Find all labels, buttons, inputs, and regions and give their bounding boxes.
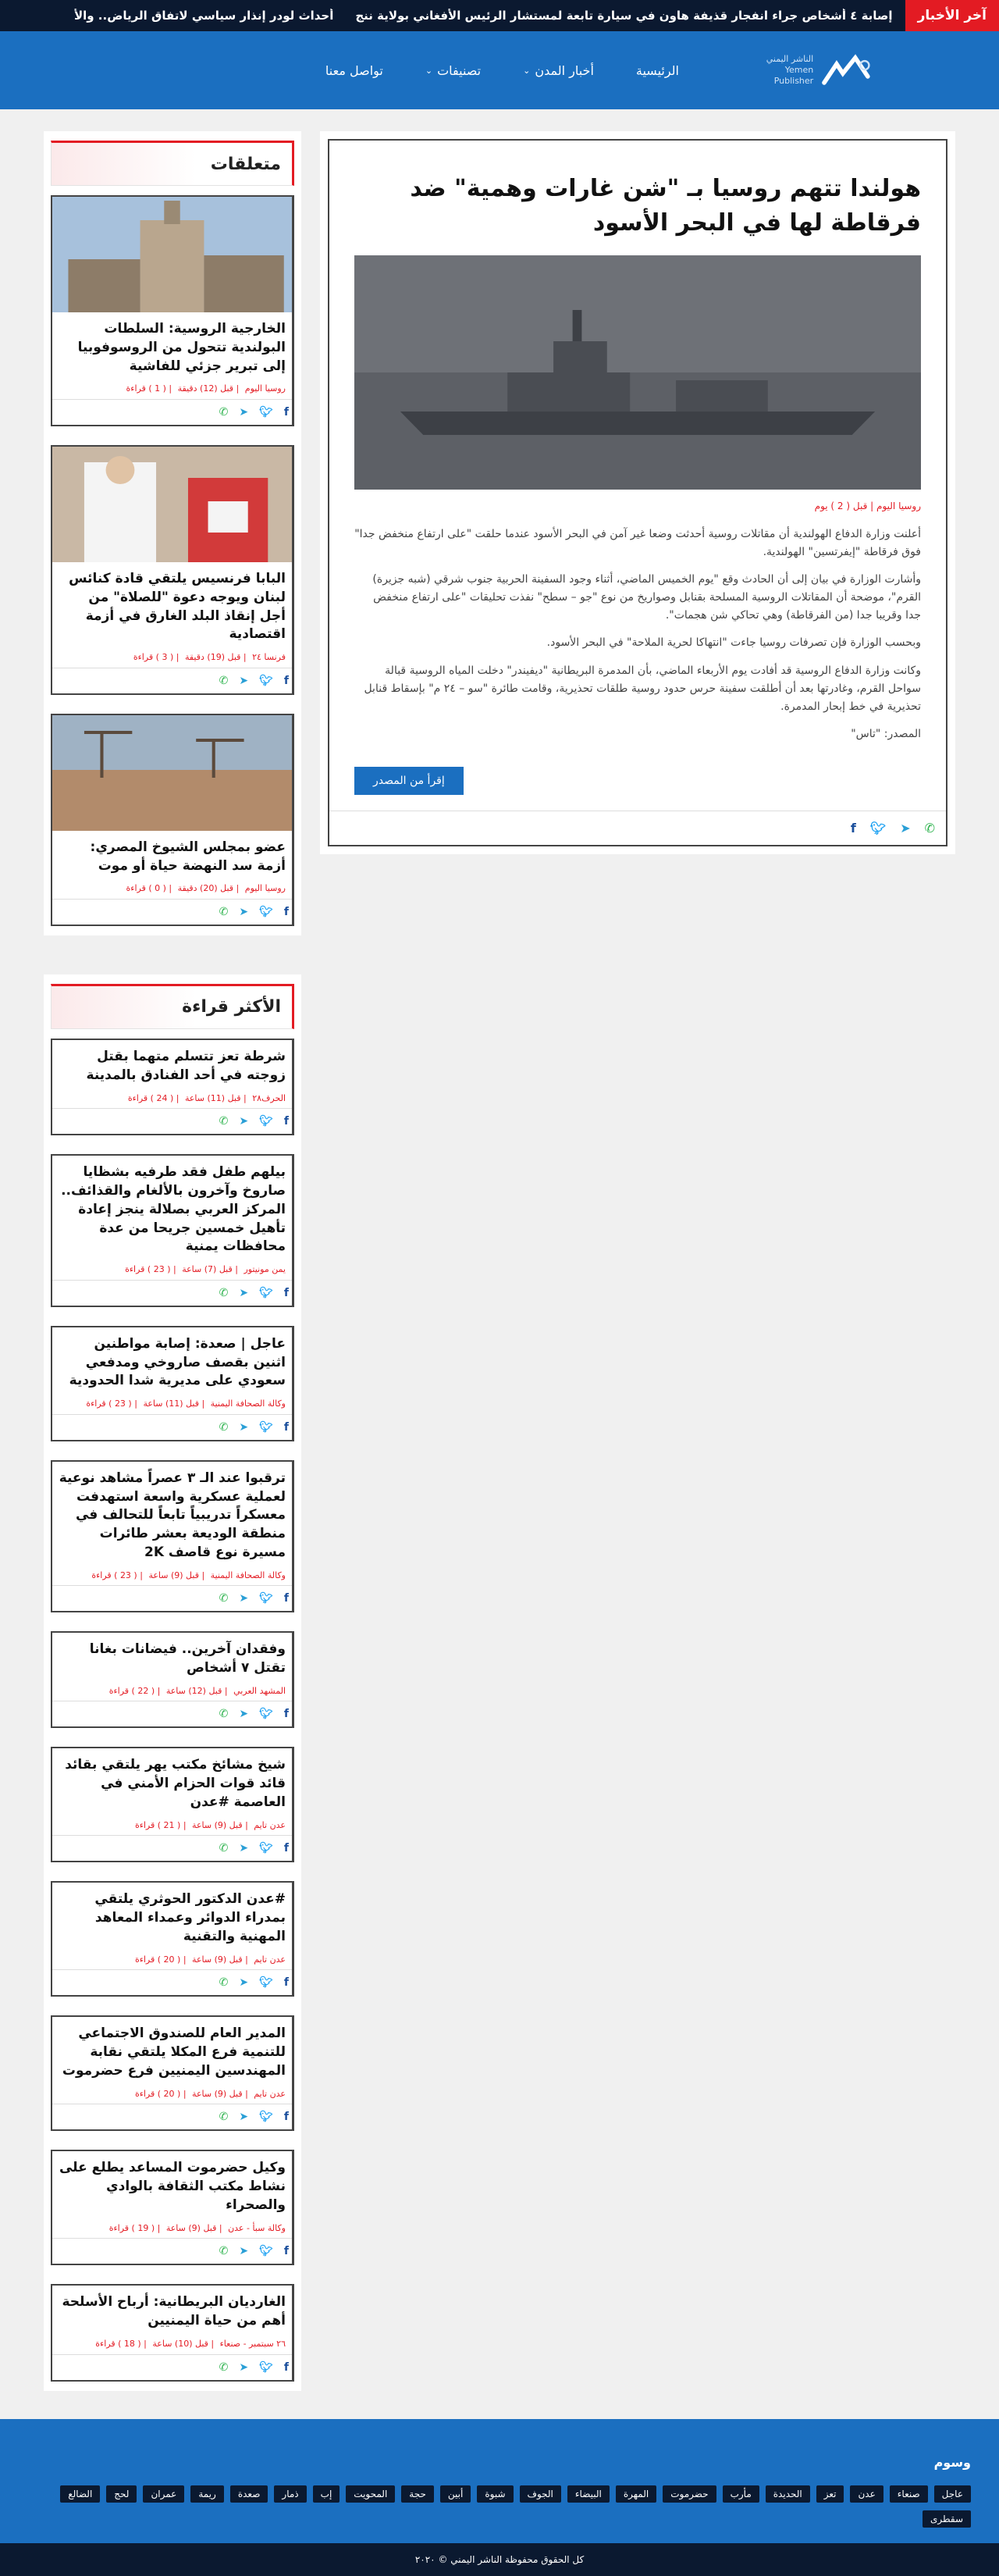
facebook-icon[interactable]: f — [283, 1286, 289, 1299]
card-title[interactable]: شيخ مشائخ مكتب يهر يلتقي بقائد قائد قوات الحزام الأمني في العاصمة #عدن — [65, 1757, 286, 1811]
card-share-bar — [52, 2238, 292, 2264]
telegram-icon[interactable]: ➤ — [900, 820, 911, 836]
twitter-icon[interactable]: 🐦︎ — [259, 1708, 273, 1721]
article-paragraph: وكانت وزارة الدفاع الروسية قد أفادت يوم الأربعاء الماضي، بأن المدمرة البريطانية "ديفيندر" دخلت المياه الروسية قبالة سواحل القرم، وغادرتها بعد أن أطلقت سفينة حرس حدود روسية طلقات تحذيرية، وقامت طائرة "سو – ٢٤ م" بإسقاط قنابل تحذيرية في خط إبحار المدمرة. — [364, 664, 921, 713]
card-reads: ( 23 ) قراءة — [86, 1398, 132, 1409]
telegram-icon[interactable]: ➤ — [239, 905, 249, 918]
nav-item-label: تواصل معنا — [325, 62, 383, 78]
tag-chip[interactable]: شبوة — [477, 2485, 513, 2503]
card-title[interactable]: وكيل حضرموت المساعد يطلع على نشاط مكتب الثقافة بالوادي والصحراء — [59, 2160, 286, 2214]
card-source[interactable]: فرنسا ٢٤ — [252, 652, 286, 663]
whatsapp-icon[interactable]: ✆ — [219, 674, 229, 687]
facebook-icon[interactable]: f — [283, 1976, 289, 1990]
card-source[interactable]: عدن تايم — [254, 1954, 286, 1965]
twitter-icon[interactable]: 🐦︎ — [259, 2360, 273, 2374]
tag-chip[interactable]: المحويت — [346, 2485, 395, 2503]
tag-chip[interactable]: أبين — [440, 2485, 471, 2503]
twitter-icon[interactable]: 🐦︎ — [869, 820, 887, 836]
whatsapp-icon[interactable]: ✆ — [219, 2111, 229, 2124]
ticker-items — [62, 9, 905, 23]
card-meta: الحرف٢٨ | قبل (11) ساعة | ( 24 ) قراءة — [127, 1092, 286, 1103]
article-time: قبل ( 2 ) يوم — [814, 501, 868, 511]
card-reads: ( 1 ) قراءة — [126, 383, 166, 394]
card-time: قبل (10) ساعة — [152, 2339, 208, 2349]
card-meta: وكالة الصحافة اليمنية | قبل (11) ساعة | ( 23 ) قراءة — [86, 1398, 286, 1409]
related-card[interactable] — [51, 714, 294, 926]
card-title[interactable]: عاجل | صعدة: إصابة مواطنين اثنين بقصف صاروخي ومدفعي سعودي على مديرية شدا الحدودية — [69, 1335, 286, 1389]
card-reads: ( 23 ) قراءة — [125, 1264, 171, 1275]
card-share-bar — [52, 899, 292, 925]
card-share-bar — [52, 2354, 292, 2380]
most-read-card[interactable] — [51, 1631, 294, 1728]
telegram-icon[interactable]: ➤ — [239, 1286, 249, 1299]
telegram-icon[interactable]: ➤ — [239, 2111, 249, 2124]
whatsapp-icon[interactable]: ✆ — [219, 905, 229, 918]
card-reads: ( 18 ) قراءة — [95, 2339, 141, 2349]
card-time: قبل (12) دقيقة — [177, 383, 234, 394]
whatsapp-icon[interactable]: ✆ — [219, 1115, 229, 1128]
card-title[interactable]: عضو بمجلس الشيوخ المصري: أزمة سد النهضة حياة أو موت — [90, 839, 286, 874]
card-share-bar — [52, 668, 292, 693]
nav-item-label: الرئيسية — [635, 62, 679, 78]
card-source[interactable]: وكالة سبأ - عدن — [228, 2222, 286, 2233]
card-reads: ( 20 ) قراءة — [134, 2088, 181, 2099]
card-share-bar — [52, 1414, 292, 1440]
card-share-bar — [52, 399, 292, 425]
tag-chip[interactable]: حجة — [401, 2485, 434, 2503]
twitter-icon[interactable]: 🐦︎ — [259, 1592, 273, 1605]
related-card[interactable] — [51, 195, 294, 426]
telegram-icon[interactable]: ➤ — [239, 405, 249, 419]
card-share-bar — [52, 1701, 292, 1726]
card-meta: فرنسا ٢٤ | قبل (19) دقيقة | ( 3 ) قراءة — [133, 652, 286, 663]
tag-chip[interactable]: عاجل — [934, 2485, 971, 2503]
card-meta: روسيا اليوم | قبل (12) دقيقة | ( 1 ) قراءة — [126, 383, 286, 394]
chevron-down-icon: ⌄ — [523, 65, 531, 76]
whatsapp-icon[interactable]: ✆ — [219, 1286, 229, 1299]
card-source[interactable]: وكالة الصحافة اليمنية — [210, 1398, 286, 1409]
card-time: قبل (11) ساعة — [184, 1092, 241, 1103]
facebook-icon[interactable]: f — [283, 1842, 289, 1855]
card-source[interactable]: روسيا اليوم — [244, 383, 286, 394]
card-meta: روسيا اليوم | قبل (20) دقيقة | ( 0 ) قراءة — [126, 883, 286, 894]
whatsapp-icon[interactable]: ✆ — [219, 2360, 229, 2374]
card-title[interactable]: البابا فرنسيس يلتقي قادة كنائس لبنان ويوجه دعوة "للصلاة" من أجل إنقاذ البلد الغارق في أزمة اقتصادية — [69, 570, 286, 643]
twitter-icon[interactable]: 🐦︎ — [259, 405, 273, 419]
tag-chip[interactable]: إب — [313, 2485, 340, 2503]
card-source[interactable]: الحرف٢٨ — [252, 1092, 286, 1103]
card-source[interactable]: روسيا اليوم — [244, 883, 286, 894]
tag-chip[interactable]: سقطرى — [923, 2510, 971, 2528]
whatsapp-icon[interactable]: ✆ — [219, 1976, 229, 1990]
chevron-down-icon: ⌄ — [425, 65, 433, 76]
tag-chip[interactable]: عمران — [143, 2485, 184, 2503]
facebook-icon[interactable]: f — [283, 2245, 289, 2258]
card-share-bar — [52, 1835, 292, 1861]
card-time: قبل (12) ساعة — [165, 1685, 222, 1696]
tag-chip[interactable]: الحديدة — [766, 2485, 810, 2503]
whatsapp-icon[interactable]: ✆ — [219, 2245, 229, 2258]
article-source[interactable]: روسيا اليوم — [876, 501, 921, 511]
card-image — [52, 447, 292, 562]
twitter-icon[interactable]: 🐦︎ — [259, 1286, 273, 1299]
facebook-icon[interactable]: f — [283, 2360, 289, 2374]
twitter-icon[interactable]: 🐦︎ — [259, 674, 273, 687]
whatsapp-icon[interactable]: ✆ — [219, 405, 229, 419]
most-read-card[interactable] — [51, 2150, 294, 2265]
article-paragraph: وبحسب الوزارة فإن تصرفات روسيا جاءت "انتهاكا لحرية الملاحة" في البحر الأسود. — [546, 636, 921, 650]
tag-chip[interactable]: لحج — [106, 2485, 137, 2503]
card-source[interactable]: ٢٦ سبتمبر - صنعاء — [219, 2339, 286, 2349]
whatsapp-icon[interactable]: ✆ — [219, 1592, 229, 1605]
nav-item-contact[interactable] — [325, 63, 383, 78]
card-meta: وكالة الصحافة اليمنية | قبل (9) ساعة | ( 23 ) قراءة — [91, 1569, 286, 1580]
card-share-bar — [52, 1585, 292, 1611]
facebook-icon[interactable]: f — [283, 1592, 289, 1605]
copyright: كل الحقوق محفوظة الناشر اليمني © ٢٠٢٠ — [0, 2543, 999, 2576]
card-reads: ( 24 ) قراءة — [127, 1092, 174, 1103]
card-reads: ( 0 ) قراءة — [126, 883, 166, 894]
card-source[interactable]: المشهد العربي — [233, 1685, 286, 1696]
card-meta: ٢٦ سبتمبر - صنعاء | قبل (10) ساعة | ( 18 ) قراءة — [95, 2339, 286, 2349]
sidebar — [44, 131, 301, 2391]
article-paragraph: المصدر: "تاس" — [851, 727, 921, 740]
nav-item-label: تصنيفات — [437, 62, 482, 78]
article-title: هولندا تتهم روسيا بـ "شن غارات وهمية" ضد فرقاطة لها في البحر الأسود — [410, 175, 921, 237]
tag-chip[interactable]: ذمار — [274, 2485, 306, 2503]
news-ticker — [0, 0, 999, 31]
card-time: قبل (9) ساعة — [192, 1954, 243, 1965]
footer — [0, 2419, 999, 2543]
card-meta: عدن تايم | قبل (9) ساعة | ( 20 ) قراءة — [134, 1954, 286, 1965]
facebook-icon[interactable]: f — [283, 905, 289, 918]
card-title[interactable]: الغارديان البريطانية: أرباح الأسلحة أهم من حياة اليمنيين — [62, 2294, 286, 2329]
card-time: قبل (9) ساعة — [192, 1819, 243, 1830]
card-source[interactable]: يمن مونيتور — [244, 1264, 286, 1275]
facebook-icon[interactable]: f — [283, 405, 289, 419]
facebook-icon[interactable]: f — [283, 2111, 289, 2124]
read-source-button[interactable]: إقرأ من المصدر — [354, 767, 464, 795]
telegram-icon[interactable]: ➤ — [239, 1420, 249, 1434]
most-read-title: الأكثر قراءة — [51, 984, 294, 1029]
nav-menu — [325, 63, 679, 78]
whatsapp-icon[interactable]: ✆ — [219, 1420, 229, 1434]
tag-chip[interactable]: حضرموت — [663, 2485, 716, 2503]
telegram-icon[interactable]: ➤ — [239, 1708, 249, 1721]
twitter-icon[interactable]: 🐦︎ — [259, 1115, 273, 1128]
card-image — [52, 197, 292, 312]
card-share-bar — [52, 2104, 292, 2129]
most-read-card[interactable] — [51, 1039, 294, 1135]
card-title[interactable]: ترقبوا عند الـ ٣ عصراً مشاهد نوعية لعملية عسكرية واسعة استهدفت معسكراً تدريبياً تابعاً للتحالف في منطقة الوديعة بعشر طائرات مسيرة نوع قاصف 2K — [59, 1470, 286, 1560]
card-title[interactable]: شرطة تعز تتسلم متهما بقتل زوجته في أحد الفنادق بالمدينة — [86, 1048, 286, 1083]
telegram-icon[interactable]: ➤ — [239, 1592, 249, 1605]
card-reads: ( 22 ) قراءة — [108, 1685, 155, 1696]
card-time: قبل (7) ساعة — [182, 1264, 233, 1275]
related-panel — [44, 131, 301, 935]
most-read-card[interactable] — [51, 1747, 294, 1862]
telegram-icon[interactable]: ➤ — [239, 1976, 249, 1990]
article-body — [329, 511, 946, 743]
most-read-card[interactable] — [51, 1881, 294, 1997]
article — [328, 139, 947, 846]
card-share-bar — [52, 1108, 292, 1134]
card-time: قبل (20) دقيقة — [177, 883, 234, 894]
telegram-icon[interactable]: ➤ — [239, 674, 249, 687]
card-time: قبل (9) ساعة — [148, 1569, 199, 1580]
card-time: قبل (9) ساعة — [192, 2088, 243, 2099]
article-image — [354, 255, 921, 490]
ticker-label: آخر الأخبار — [905, 0, 999, 31]
whatsapp-icon[interactable]: ✆ — [219, 1842, 229, 1855]
most-read-card[interactable] — [51, 2015, 294, 2131]
tag-chip[interactable]: مأرب — [723, 2485, 759, 2503]
card-title[interactable]: #عدن الدكتور الحوثري يلتقي بمدراء الدوائر وعمداء المعاهد المهنية والتقنية — [94, 1891, 286, 1945]
logo-name: الناشر اليمني — [766, 53, 814, 64]
card-time: قبل (11) ساعة — [143, 1398, 199, 1409]
nav-item-cities[interactable] — [523, 63, 594, 78]
card-time: قبل (9) ساعة — [165, 2222, 217, 2233]
tag-chip[interactable]: صنعاء — [890, 2485, 928, 2503]
telegram-icon[interactable]: ➤ — [239, 1842, 249, 1855]
facebook-icon[interactable]: f — [283, 1420, 289, 1434]
telegram-icon[interactable]: ➤ — [239, 1115, 249, 1128]
site-logo[interactable] — [757, 43, 874, 98]
ticker-item[interactable]: أحداث لودر إنذار سياسي لاتفاق الرياض.. والأ — [73, 9, 334, 23]
card-share-bar — [52, 1969, 292, 1995]
card-image — [52, 715, 292, 831]
tag-chip[interactable]: صعدة — [230, 2485, 268, 2503]
twitter-icon[interactable]: 🐦︎ — [259, 2111, 273, 2124]
tag-chip[interactable]: عدن — [850, 2485, 883, 2503]
whatsapp-icon[interactable]: ✆ — [219, 1708, 229, 1721]
facebook-icon[interactable]: f — [283, 1708, 289, 1721]
card-meta: يمن مونيتور | قبل (7) ساعة | ( 23 ) قراءة — [125, 1264, 286, 1275]
article-paragraph: أعلنت وزارة الدفاع الهولندية أن مقاتلات روسية أحدثت وضعا غير آمن في البحر الأسود عندما حلقت "على ارتفاع منخفض جدا" فوق فرقاطة "إيفرتسين" الهولندية. — [354, 528, 921, 559]
article-share-bar — [329, 811, 946, 845]
card-meta: عدن تايم | قبل (9) ساعة | ( 21 ) قراءة — [134, 1819, 286, 1830]
card-meta: عدن تايم | قبل (9) ساعة | ( 20 ) قراءة — [134, 2088, 286, 2099]
whatsapp-icon[interactable]: ✆ — [924, 820, 935, 836]
card-title[interactable]: وفقدان آخرين.. فيضانات بغانا تقتل ٧ أشخاص — [89, 1641, 286, 1676]
tag-chip[interactable]: ريمة — [190, 2485, 224, 2503]
related-title: متعلقات — [51, 141, 294, 186]
tags-title: وسوم — [933, 2454, 971, 2470]
tag-chip[interactable]: المهرة — [616, 2485, 656, 2503]
card-reads: ( 21 ) قراءة — [134, 1819, 181, 1830]
article-column — [320, 131, 955, 854]
twitter-icon[interactable]: 🐦︎ — [259, 1976, 273, 1990]
tags-list — [28, 2485, 971, 2528]
twitter-icon[interactable]: 🐦︎ — [259, 905, 273, 918]
most-read-card[interactable] — [51, 1326, 294, 1441]
card-share-bar — [52, 1280, 292, 1306]
tag-chip[interactable]: تعز — [816, 2485, 844, 2503]
card-reads: ( 3 ) قراءة — [133, 652, 174, 663]
related-card[interactable] — [51, 445, 294, 695]
nav-item-label: أخبار المدن — [535, 62, 594, 78]
facebook-icon[interactable]: f — [850, 820, 856, 836]
card-reads: ( 19 ) قراءة — [108, 2222, 155, 2233]
twitter-icon[interactable]: 🐦︎ — [259, 1420, 273, 1434]
card-meta: المشهد العربي | قبل (12) ساعة | ( 22 ) قراءة — [108, 1685, 286, 1696]
card-reads: ( 20 ) قراءة — [134, 1954, 181, 1965]
main-nav — [0, 31, 999, 109]
facebook-icon[interactable]: f — [283, 674, 289, 687]
article-paragraph: وأشارت الوزارة في بيان إلى أن الحادث وقع "يوم الخميس الماضي، أثناء وجود السفينة الحربية جنوب شرقي (شبه جزيرة) القرم"، موضحة أن المقاتلات الروسية المسلحة بقنابل وصواريخ من نوع "جو – سطح" نفذت تحليقات "على ارتفاع منخفض جدا وقريبا جدا (من الفرقاطة) وهي تحاكي شن هجمات". — [372, 573, 921, 622]
tag-chip[interactable]: البيضاء — [567, 2485, 610, 2503]
article-meta: روسيا اليوم | قبل ( 2 ) يوم — [814, 501, 921, 511]
card-source[interactable]: عدن تايم — [254, 1819, 286, 1830]
logo-mark-icon — [818, 47, 874, 94]
card-source[interactable]: وكالة الصحافة اليمنية — [210, 1569, 286, 1580]
card-reads: ( 23 ) قراءة — [91, 1569, 137, 1580]
card-meta: وكالة سبأ - عدن | قبل (9) ساعة | ( 19 ) قراءة — [108, 2222, 286, 2233]
nav-item-home[interactable] — [636, 63, 679, 78]
nav-item-categories[interactable] — [425, 63, 481, 78]
most-read-list — [51, 1039, 294, 2382]
card-title[interactable]: المدير العام للصندوق الاجتماعي للتنمية فرع المكلا يلتقي نقابة المهندسين اليمنيين فرع حضرموت — [62, 2026, 286, 2079]
ticker-item[interactable]: إصابة ٤ أشخاص جراء انفجار قذيفة هاون في سيارة تابعة لمستشار الرئيس الأفغاني بولاية ننج — [355, 9, 893, 23]
facebook-icon[interactable]: f — [283, 1115, 289, 1128]
card-time: قبل (19) دقيقة — [184, 652, 241, 663]
card-source[interactable]: عدن تايم — [254, 2088, 286, 2099]
twitter-icon[interactable]: 🐦︎ — [259, 1842, 273, 1855]
telegram-icon[interactable]: ➤ — [239, 2360, 249, 2374]
most-read-card[interactable] — [51, 2284, 294, 2381]
most-read-card[interactable] — [51, 1154, 294, 1307]
telegram-icon[interactable]: ➤ — [239, 2245, 249, 2258]
most-read-card[interactable] — [51, 1460, 294, 1613]
most-read-panel — [44, 974, 301, 2391]
tag-chip[interactable]: الضالع — [60, 2485, 100, 2503]
tag-chip[interactable]: الجوف — [520, 2485, 561, 2503]
twitter-icon[interactable]: 🐦︎ — [259, 2245, 273, 2258]
card-title[interactable]: الخارجية الروسية: السلطات البولندية تتحول من الروسوفوبيا إلى تبرير جزئي للفاشية — [77, 321, 286, 374]
card-title[interactable]: بيلهم طفل فقد طرفيه بشظايا صاروخ وآخرون بالألغام والقذائف.. المركز العربي بصلالة ينجز إعادة تأهيل خمسين جريحا من عدة محافظات يمنية — [61, 1164, 286, 1255]
logo-sub: Yemen Publisher — [773, 64, 814, 87]
